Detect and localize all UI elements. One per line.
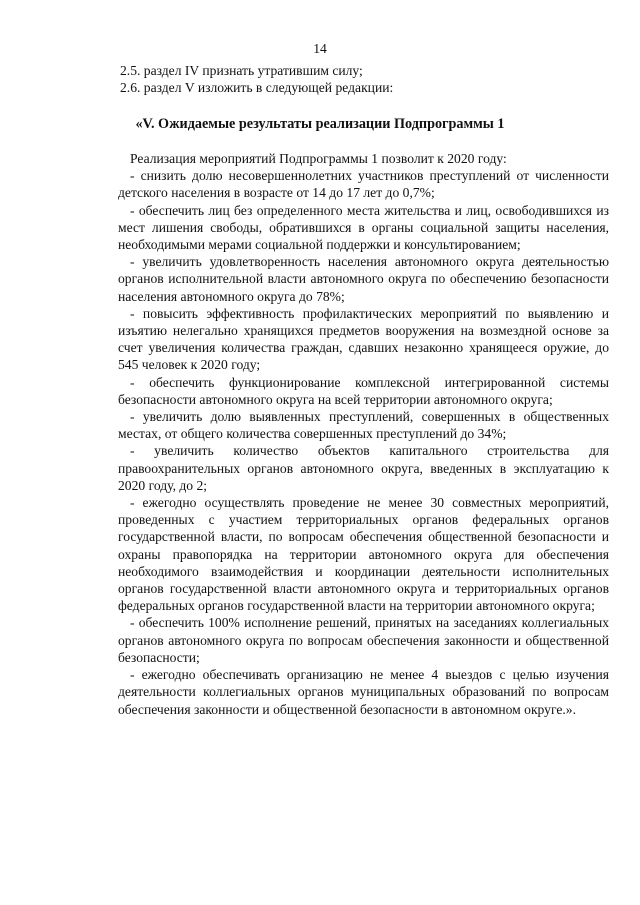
result-item-3: - увеличить удовлетворенность населения автономного округа деятельностью органов исполнительной власти автономного округа по обеспечению безопасности населения автономного округа до 78%; [118, 254, 609, 304]
result-item-4: - повысить эффективность профилактических мероприятий по выявлению и изъятию нелегально хранящихся предметов вооружения на возмездной основе за счет увеличения количества граждан, сдавших незаконно хранящееся оружие, до 545 человек к 2020 году; [118, 305, 609, 373]
result-item-6: - увеличить долю выявленных преступлений, совершенных в общественных местах, от общего количества совершенных преступлений до 34%; [118, 409, 609, 442]
page-number: 14 [313, 41, 327, 56]
section-body [118, 150, 609, 718]
result-item-8: - ежегодно осуществлять проведение не менее 30 совместных мероприятий, проведенных с участием территориальных органов федеральных органов государственной власти, по вопросам обеспечения общественной безопасности и охраны правопорядка на территории автономного округа для обеспечения необходимого взаимодействия и координации деятельности исполнительных органов государственной власти автономного округа и территориальных органов федеральных органов государственной власти на территории автономного округа; [118, 495, 609, 614]
result-item-2: - обеспечить лиц без определенного места жительства и лиц, освободившихся из мест лишения свободы, обратившихся в органы социальной защиты населения, необходимыми мерами социальной поддержки и консультированием; [118, 202, 609, 253]
intro-block [120, 62, 610, 96]
result-item-10: - ежегодно обеспечивать организацию не менее 4 выездов с целью изучения деятельности коллегиальных органов муниципальных образований по вопросам обеспечения законности и общественной безопасности в автономном округе.». [118, 667, 609, 717]
result-item-9: - обеспечить 100% исполнение решений, принятых на заседаниях коллегиальных органов автономного округа по вопросам обеспечения законности и общественной безопасности; [118, 615, 609, 665]
lead-paragraph: Реализация мероприятий Подпрограммы 1 позволит к 2020 году: [130, 151, 507, 166]
intro-line-2-5: 2.5. раздел IV признать утратившим силу; [120, 63, 363, 78]
result-item-5: - обеспечить функционирование комплексной интегрированной системы безопасности автономного округа на всей территории автономного округа; [118, 374, 609, 407]
section-heading: «V. Ожидаемые результаты реализации Подпрограммы 1 [135, 116, 505, 132]
result-item-1: - снизить долю несовершеннолетних участников преступлений от численности детского населения в возрасте от 14 до 17 лет до 0,7%; [118, 168, 609, 201]
result-item-7: - увеличить количество объектов капитального строительства для правоохранительных органов автономного округа, введенных в эксплуатацию к 2020 году, до 2; [118, 443, 609, 493]
intro-line-2-6: 2.6. раздел V изложить в следующей редакции: [120, 80, 394, 96]
